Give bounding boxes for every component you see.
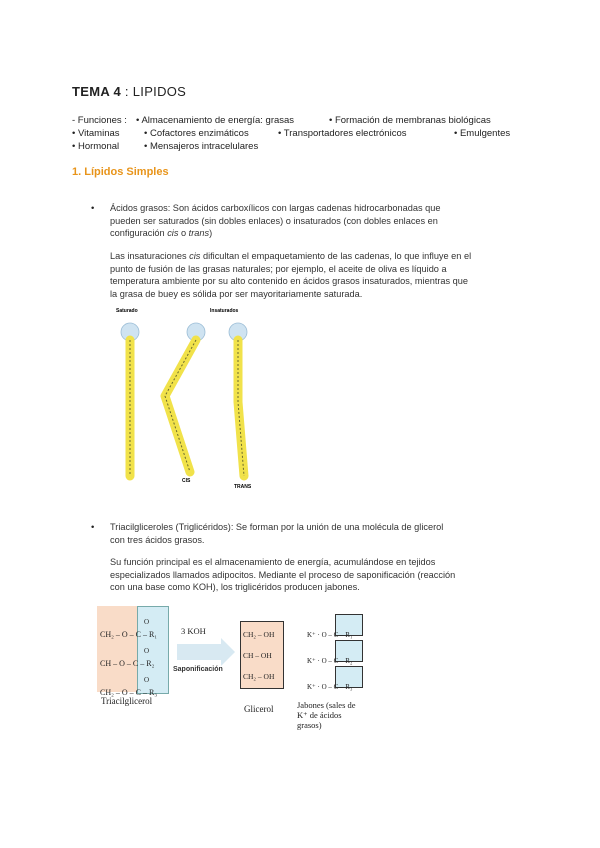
- title-separator: :: [121, 84, 133, 99]
- funcion-cofactores: • Cofactores enzimáticos: [144, 128, 249, 139]
- acidos-line: Ácidos grasos: Son ácidos carboxílicos con largas cadenas hidrocarbonadas que: [110, 203, 441, 213]
- tri-line: Triacilgliceroles (Triglicéridos): Se forman por la unión de una molécula de glicerol: [110, 522, 444, 532]
- funcion-line: Su función principal es el almacenamiento de energía, acumulándose en tejidos: [110, 557, 436, 567]
- tri-row: CH₂ – O – C – R₁: [100, 630, 158, 639]
- page-title: [72, 84, 186, 99]
- saturado-label: Saturado: [116, 308, 138, 314]
- funciones-line-1: [72, 115, 552, 127]
- soap-formula: [307, 622, 352, 700]
- gli-row: CH₂ – OH: [243, 672, 275, 681]
- tri-row: CH₂ – O – C – R₃: [100, 688, 158, 697]
- bullet-marker: •: [91, 203, 95, 214]
- insat-line: temperatura ambiente por su alto contenido en ácidos grasos insaturados, mientras que: [110, 276, 469, 286]
- funcion-membranas: • Formación de membranas biológicas: [329, 115, 491, 126]
- tri-line: con tres ácidos grasos.: [110, 534, 205, 545]
- funcion-emulgentes: • Emulgentes: [454, 128, 511, 139]
- funciones-prefix: - Funciones :: [72, 115, 127, 126]
- fatty-acid-figure: [110, 304, 275, 489]
- bullet-marker: •: [91, 522, 95, 533]
- glycerol-formula: [243, 624, 274, 687]
- title-number: TEMA 4: [72, 84, 121, 99]
- trans-label: TRANS: [234, 484, 252, 489]
- funcion-line: con una base como KOH), los triglicéridos producen jabones.: [110, 582, 360, 592]
- funcion-principal-paragraph: [110, 556, 535, 594]
- insaturaciones-paragraph: [110, 250, 535, 300]
- funcion-vitaminas: • Vitaminas: [72, 128, 120, 139]
- funciones-line-2: [72, 128, 552, 140]
- cis-label: CIS: [182, 478, 191, 484]
- insat-line: Las insaturaciones cis dificultan el empaquetamiento de las cadenas, lo que influye en el: [110, 251, 472, 261]
- funcion-hormonal: • Hormonal: [72, 141, 120, 152]
- gli-row: CH – OH: [243, 651, 272, 660]
- tri-row: CH – O – C – R₂: [100, 659, 155, 668]
- carbonyl-oxygens: O O O: [144, 618, 150, 684]
- acidos-line: configuración cis o trans): [110, 228, 213, 238]
- jabones-caption: Jabones (sales de K⁺ de ácidos grasos): [297, 700, 356, 730]
- funciones-line-3: [72, 141, 552, 153]
- cis-chain: [165, 340, 196, 472]
- arrow-icon: [177, 638, 235, 666]
- koh-label: 3 KOH: [181, 626, 206, 636]
- acidos-line: pueden ser saturados (sin dobles enlaces) o insaturados (con dobles enlaces en: [110, 215, 438, 226]
- section-title: 1. Lípidos Simples: [72, 166, 169, 178]
- triacylglycerol-caption: Triacilglicerol: [101, 696, 153, 706]
- jab-row: K⁺ · O – C – R₁: [307, 631, 353, 639]
- funcion-mensajeros: • Mensajeros intracelulares: [144, 141, 259, 152]
- saponificacion-label: Saponificación: [173, 666, 223, 673]
- jab-row: K⁺ · O – C – R₂: [307, 657, 353, 665]
- insaturados-label: Insaturados: [210, 308, 239, 314]
- insat-line: la grasa de buey es sólida por ser mayoritariamente saturada.: [110, 288, 363, 299]
- title-text: LIPIDOS: [132, 84, 187, 99]
- triacilgliceroles-paragraph: [110, 521, 530, 546]
- jab-row: K⁺ · O – C – R₃: [307, 683, 353, 691]
- funcion-almacenamiento: • Almacenamiento de energía: grasas: [136, 115, 295, 126]
- gli-row: CH₂ – OH: [243, 630, 275, 639]
- funcion-transportadores: • Transportadores electrónicos: [278, 128, 407, 139]
- acidos-grasos-paragraph: [110, 202, 530, 240]
- glicerol-caption: Glicerol: [244, 704, 274, 714]
- funcion-line: especializados llamados adipocitos. Mediante el proceso de saponificación (reacción: [110, 569, 456, 580]
- insat-line: punto de fusión de las grasas naturales; por ejemplo, el aceite de oliva es líquido a: [110, 263, 447, 274]
- saponification-figure: [97, 606, 387, 741]
